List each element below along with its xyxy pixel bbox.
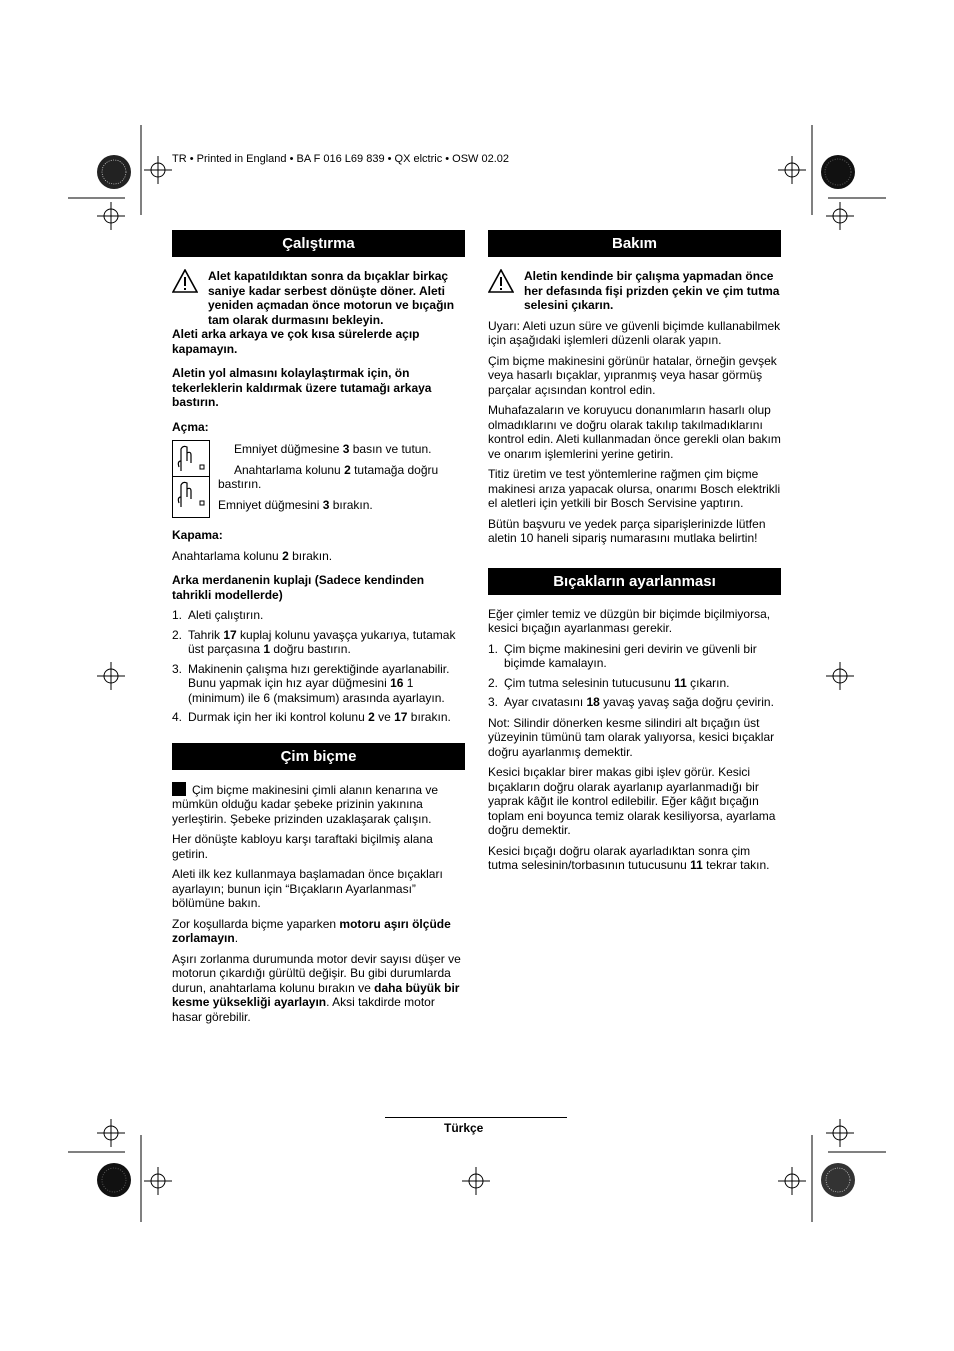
bakim-warning-text: Aletin kendinde bir çalışma yapmadan önce her defasında fişi prizden çekin ve çim tutma selesini çıkarın. bbox=[524, 269, 780, 312]
list-item bbox=[488, 642, 781, 671]
left-column bbox=[172, 230, 465, 1030]
cim-para-1-text: Çim biçme makinesini çimli alanın kenarına ve mümkün olduğu kadar şebeke prizinin yakınına yerleştirin. Şebeke prizinden uzaklaşarak çalışın. bbox=[172, 782, 439, 826]
ayar-para-3: Kesici bıçaklar birer makas gibi işlev görür. Kesici bıçakların doğru olarak ayarlanıp ayarlanmadığı bir yaprak kâğıt ile kontrol edilebilir. Eğer kâğıt bıçağın toplam eni boyunca temiz olarak kesiliyorsa, ayarlama doğru demektir. bbox=[488, 765, 776, 837]
cim-para-2: Her dönüşte kabloyu karşı taraftaki biçilmiş alana getirin. bbox=[172, 832, 433, 861]
acma-steps bbox=[172, 440, 465, 518]
list-item bbox=[488, 695, 781, 710]
list-text bbox=[188, 710, 451, 725]
hand-icon-2 bbox=[173, 477, 209, 512]
list-num-d: 17 bbox=[394, 710, 408, 724]
acma-step-2-num: 2 bbox=[344, 462, 351, 477]
bullet-square-icon bbox=[172, 782, 186, 796]
acma-step-1 bbox=[218, 442, 465, 457]
cim-para-4 bbox=[172, 917, 465, 946]
ayar-para-1: Eğer çimler temiz ve düzgün bir biçimde biçilmiyorsa, kesici bıçağın ayarlanması gerekir. bbox=[488, 606, 771, 635]
section-title-bicaklar: Bıçakların ayarlanması bbox=[488, 568, 781, 595]
cim-para-5-a: Aşırı zorlanma durumunda motor devir sayısı düşer ve motorun çıkardığı gürültü değişir. Bu gibi durumlarda durun, anahtarlama kolunu bırakın ve bbox=[172, 951, 461, 995]
warning-block bbox=[488, 269, 781, 319]
ayar-para-2: Not: Silindir dönerken kesme silindiri alt bıçağın üst yüzeyinin tümünü tam olarak yalıyorsa, kesici bıçaklar doğru ayarlanmış demektir. bbox=[488, 715, 775, 759]
list-number: 4. bbox=[172, 710, 183, 724]
kapama-text-c: bırakın. bbox=[288, 548, 333, 563]
section-title-bakim: Bakım bbox=[488, 230, 781, 257]
bakim-para-5: Bütün başvuru ve yedek parça siparişlerinizde lütfen aletin 10 haneli sipariş numarasını mutlaka belirtin! bbox=[488, 516, 766, 545]
cim-para-3: Aleti ilk kez kullanmaya başlamadan önce bıçakları ayarlayın; bunun için “Bıçakların Ayarlanması” bölümüne bakın. bbox=[172, 867, 443, 910]
kapama-text bbox=[172, 549, 465, 564]
list-text-c: ve bbox=[374, 710, 395, 724]
list-text-a: Durmak için her iki kontrol kolunu bbox=[188, 710, 369, 724]
list-text-a: Çim tutma selesinin tutucusunu bbox=[504, 675, 675, 690]
cim-para-4-a: Zor koşullarda biçme yaparken bbox=[172, 916, 340, 931]
kapama-title: Kapama: bbox=[172, 528, 223, 542]
arka-merdane-list bbox=[172, 608, 465, 725]
cim-para-5-c: . Aksi takdirde motor hasar görebilir. bbox=[172, 995, 435, 1024]
ayar-para-4-num: 11 bbox=[690, 858, 703, 872]
list-text bbox=[504, 676, 729, 691]
list-num-b: 11 bbox=[674, 675, 687, 690]
acma-step-3-end: bırakın. bbox=[329, 497, 373, 512]
list-num-b: 16 bbox=[390, 676, 404, 690]
list-num-b: 17 bbox=[223, 627, 237, 642]
warning-text-1: Alet kapatıldıktan sonra da bıçaklar birkaç saniye kadar serbest dönüşte döner. Aleti yeniden açmadan önce motorun ve bıçağın tam olarak durmasını bekleyin. bbox=[208, 269, 455, 327]
list-number: 3. bbox=[172, 661, 183, 676]
list-num-d: 1 bbox=[263, 642, 271, 656]
list-number: 2. bbox=[488, 675, 499, 690]
list-text-c: çıkarın. bbox=[686, 675, 730, 690]
list-item bbox=[488, 676, 781, 691]
list-text bbox=[504, 695, 774, 710]
warning-icon bbox=[172, 269, 198, 293]
acma-step-3 bbox=[218, 498, 465, 513]
acma-step-2 bbox=[218, 463, 465, 492]
list-item bbox=[172, 628, 465, 657]
kapama-text-a: Anahtarlama kolunu bbox=[172, 548, 283, 563]
hand-icon-1 bbox=[173, 441, 209, 477]
arka-merdane-title: Arka merdanenin kuplajı (Sadece kendinden tahrikli modellerde) bbox=[172, 573, 425, 602]
bakim-para-1: Uyarı: Aleti uzun süre ve güvenli biçimde kullanabilmek için aşağıdaki işlemleri düzenli olarak yapın. bbox=[488, 318, 781, 347]
warning-text-2: Aleti arka arkaya ve çok kısa sürelerde açıp kapamayın. bbox=[172, 327, 420, 356]
kapama-num: 2 bbox=[282, 548, 289, 563]
list-text-c: 1 (minimum) ile 6 (maksimum) arasında ayarlayın. bbox=[188, 676, 445, 705]
list-text-c: kuplaj kolunu yavaşça yukarıya, tutamak üst parçasına bbox=[188, 627, 456, 656]
ayar-para-4-c: tekrar takın. bbox=[702, 858, 770, 872]
acma-step-2-text: Anahtarlama kolunu bbox=[234, 462, 345, 477]
acma-step-3-text: Emniyet düğmesini bbox=[218, 497, 323, 512]
cim-para-5 bbox=[172, 952, 465, 1025]
list-number: 1. bbox=[172, 608, 183, 622]
list-num-b: 2 bbox=[368, 710, 375, 724]
ayar-list bbox=[488, 642, 781, 710]
cim-para-4-b: motoru aşırı ölçüde zorlamayın bbox=[172, 916, 451, 945]
cim-para-4-c: . bbox=[234, 931, 239, 945]
bakim-para-4: Titiz üretim ve test yöntemlerine rağmen çim biçme makinesi arıza yapacak olursa, onarımı Bosch elektrikli el aletleri için yetkili bir Bosch Servisine yaptırın. bbox=[488, 467, 781, 510]
list-text-a: Aleti çalıştırın. bbox=[188, 608, 264, 622]
list-item bbox=[172, 608, 465, 623]
bakim-para-2: Çim biçme makinesini görünür hatalar, örneğin gevşek veya hasarlı bıçaklar, yıpranmış veya hasar görmüş parçalar açısından kontrol edin. bbox=[488, 353, 777, 397]
list-text-e: doğru bastırın. bbox=[270, 642, 351, 656]
list-item bbox=[172, 710, 465, 725]
list-text-a: Ayar cıvatasını bbox=[504, 695, 587, 709]
list-text bbox=[188, 662, 465, 706]
acma-step-2-end: tutamağa doğru bastırın. bbox=[218, 462, 439, 491]
switch-diagram bbox=[172, 440, 210, 518]
print-header: TR • Printed in England • BA F 016 L69 839 • QX elctric • OSW 02.02 bbox=[172, 153, 510, 165]
list-text-a: Tahrik bbox=[188, 627, 224, 642]
list-number: 2. bbox=[172, 627, 183, 642]
right-column bbox=[488, 230, 781, 879]
cim-para-5-b: daha büyük bir kesme yüksekliği ayarlayın bbox=[172, 980, 460, 1009]
bakim-para-3: Muhafazaların ve koruyucu donanımların hasarlı olup olmadıklarını ve doğru olarak takılıp takılmadıklarını kontrol edin. Aleti kullanmadan önce gerekli olan bakım ve onarım işlemlerini yerine getirin. bbox=[488, 403, 781, 461]
list-text-e: bırakın. bbox=[407, 710, 451, 724]
para-tutamak: Aletin yol almasını kolaylaştırmak için, ön tekerleklerin kaldırmak üzere tutamağı arkaya bastırın. bbox=[172, 366, 432, 409]
footer-language: Türkçe bbox=[444, 1121, 484, 1135]
list-text: Çim biçme makinesini geri devirin ve güvenli bir biçimde kamalayın. bbox=[504, 641, 757, 670]
list-text-a: Makinenin çalışma hızı gerektiğinde ayarlanabilir. Bunu yapmak için hız ayar düğmesini bbox=[188, 661, 450, 690]
section-title-cim-bicme: Çim biçme bbox=[172, 743, 465, 770]
warning-icon bbox=[488, 269, 514, 293]
acma-step-1-text: Emniyet düğmesine bbox=[234, 442, 343, 456]
list-num-b: 18 bbox=[586, 695, 600, 709]
acma-step-1-end: basın ve tutun. bbox=[349, 442, 432, 456]
section-title-calistirma: Çalıştırma bbox=[172, 230, 465, 257]
acma-title: Açma: bbox=[172, 419, 209, 434]
acma-step-1-num: 3 bbox=[342, 442, 350, 456]
list-number: 1. bbox=[488, 641, 499, 656]
list-text bbox=[188, 608, 263, 623]
cim-para-1 bbox=[172, 782, 465, 827]
ayar-para-4-a: Kesici bıçağı doğru olarak ayarladıktan sonra çim tutma selesinin/torbasının tutucusunu bbox=[488, 843, 751, 872]
list-number: 3. bbox=[488, 695, 499, 709]
list-item bbox=[172, 662, 465, 706]
acma-step-3-num: 3 bbox=[322, 497, 330, 512]
footer-rule bbox=[385, 1117, 567, 1118]
list-text-c: yavaş yavaş sağa doğru çevirin. bbox=[599, 695, 774, 709]
ayar-para-4 bbox=[488, 844, 781, 873]
list-text bbox=[188, 628, 465, 657]
